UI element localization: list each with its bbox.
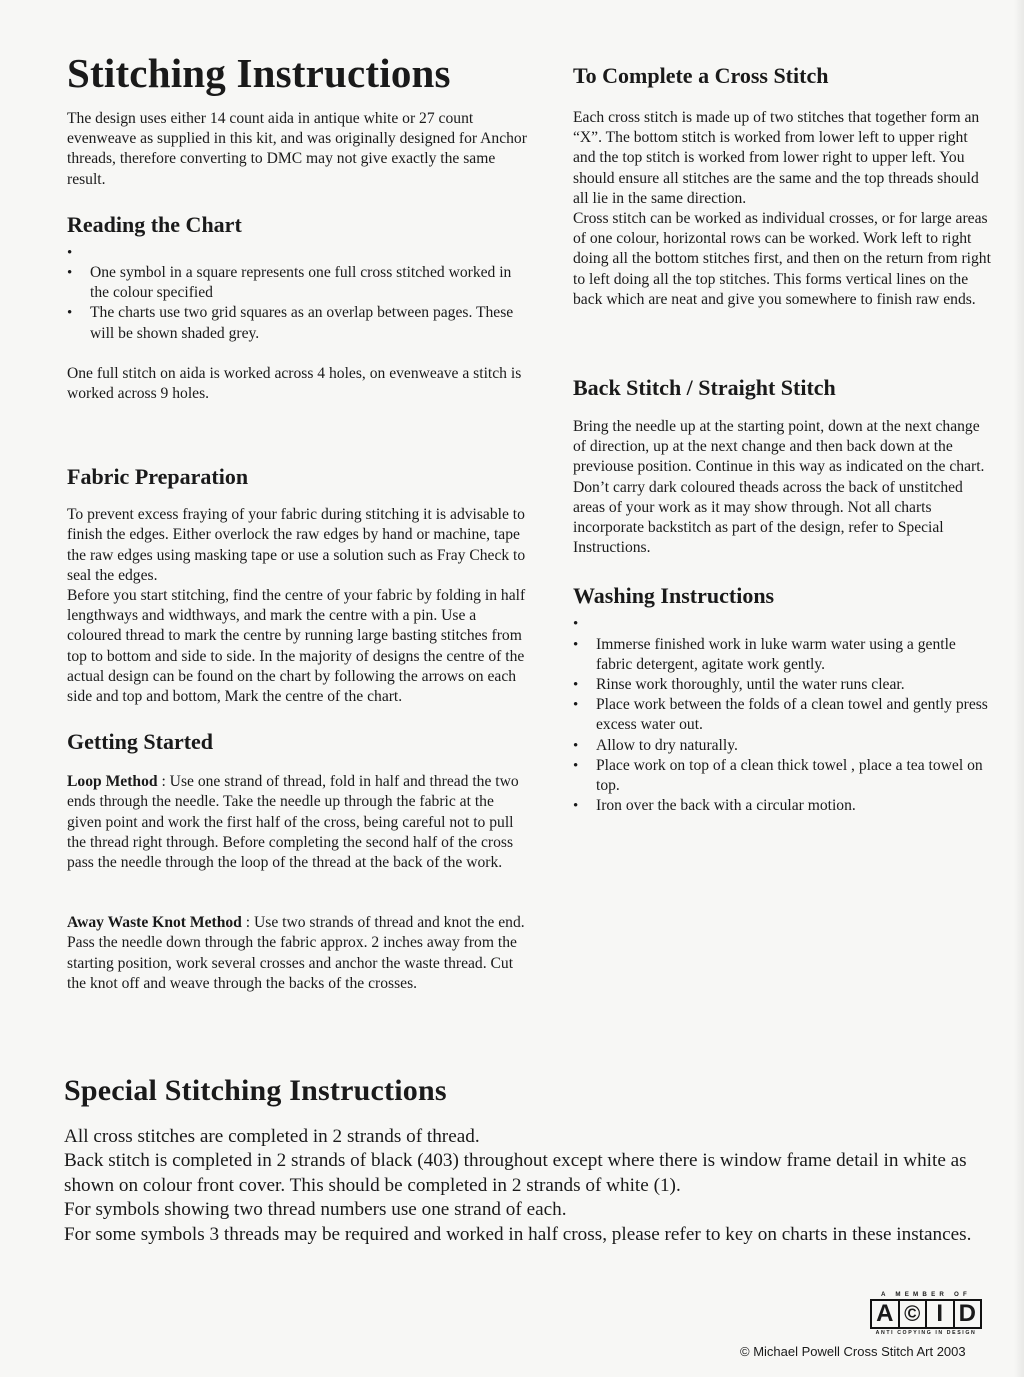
loop-method-paragraph [67,772,532,873]
special-line: For some symbols 3 threads may be required and worked in half cross, please refer to key on charts in these instances. [64,1223,972,1245]
loop-method-text: : Use one strand of thread, fold in half and thread the two ends through the needle. Take the needle up through the fabric at the given point and work the first half of the cross, being careful not to pull the thread right through. Before completing the second half of the cross pass the needle through the loop of the thread at the back of the work. [67,773,519,872]
logo-letter-box [870,1299,982,1329]
list-item: • The charts use two grid squares as an overlap between pages. These will be shown shaded grey. [90,303,532,343]
fabric-paragraph-1: To prevent excess fraying of your fabric during stitching it is advisable to finish the edges. Either overlock the raw edges by hand or machine, tape the raw edges using masking tape or use a solution such as Fray Check to seal the edges. [67,506,526,584]
away-waste-knot-text: : Use two strands of thread and knot the end. Pass the needle down through the fabric approx. 2 inches away from the starting position, work several crosses and anchor the waste thread. Cut the knot off and weave through the backs of the crosses. [67,914,525,992]
list-item [90,243,532,263]
logo-letter: D [958,1300,976,1327]
left-column [67,48,532,994]
washing-instructions-heading: Washing Instructions [573,583,775,609]
logo-letter: A [872,1301,900,1327]
back-stitch-paragraph: Bring the needle up at the starting point, down at the next change of direction, up at the next change and then back down at the previouse position. Continue in this way as indicated on the chart. Don’t carry dark coloured theads across the back of unstitched areas of your work as it may show through. Not all charts incorporate backstitch as part of the design, refer to Special Instructions. [573,418,985,557]
loop-method-label: Loop Method [67,773,158,791]
intro-paragraph: The design uses either 14 count aida in antique white or 27 count evenweave as supplied in this kit, and was originally designed for Anchor threads, therefore converting to DMC may not give exactly the same result. [67,110,527,188]
away-waste-knot-label: Away Waste Knot Method [67,914,242,932]
page-title: Stitching Instructions [67,50,451,96]
special-instructions-title: Special Stitching Instructions [64,1074,447,1107]
logo-letter: © [900,1301,928,1327]
special-line: For symbols showing two thread numbers use one strand of each. [64,1199,567,1221]
copyright-notice: © Michael Powell Cross Stitch Art 2003 [740,1344,966,1359]
logo-letter: I [927,1301,955,1327]
stitch-holes-note: One full stitch on aida is worked across 4 holes, on evenweave a stitch is worked across 9 holes. [67,364,522,403]
list-item [596,614,993,634]
list-item: • Iron over the back with a circular motion. [596,796,993,816]
logo-member-text: A MEMBER OF [881,1291,971,1298]
cross-stitch-paragraph-2: Cross stitch can be worked as individual crosses, or for large areas of one colour, horizontal rows can be worked. Work left to right doing all the bottom stitches first, and then on the return from right to left doing all the top stitches. This forms vertical lines on the back which are neat and give you somewhere to finish raw ends. [573,210,991,308]
list-item: • Allow to dry naturally. [596,736,993,756]
fabric-preparation-heading: Fabric Preparation [67,464,249,490]
right-column [573,62,993,816]
getting-started-heading: Getting Started [67,729,214,755]
page-edge-shadow [1014,0,1024,1377]
logo-tagline: ANTI COPYING IN DESIGN [875,1330,977,1336]
special-line: All cross stitches are completed in 2 strands of thread. [64,1126,480,1147]
washing-instructions-list [573,614,993,816]
cross-stitch-paragraph-1: Each cross stitch is made up of two stitches that together form an “X”. The bottom stitch is worked from lower left to upper right and the top stitch is worked from lower right to upper left. You should ensure all stitches are the same and the top threads should all lie in the same direction. [573,109,980,207]
reading-chart-heading: Reading the Chart [67,211,242,237]
special-line: Back stitch is completed in 2 strands of black (403) throughout except where there is window frame detail in white as shown on colour front cover. This should be completed in 2 strands of white (1). [64,1150,967,1196]
cross-stitch-heading: To Complete a Cross Stitch [573,63,829,88]
list-item: • Place work between the folds of a clean towel and gently press excess water out. [596,695,993,735]
reading-chart-list [67,243,532,344]
list-item: • One symbol in a square represents one full cross stitched worked in the colour specified [90,263,532,303]
fabric-paragraph-2: Before you start stitching, find the centre of your fabric by folding in half lengthways and widthways, and mark the centre with a pin. Use a coloured thread to mark the centre by running large basting stitches from top to bottom and side to side. In the majority of designs the centre of the actual design can be found on the chart by following the arrows on each side and top and bottom, Mark the centre of the chart. [67,587,526,706]
back-stitch-heading: Back Stitch / Straight Stitch [573,375,836,401]
acid-logo [870,1290,982,1338]
list-item: • Place work on top of a clean thick towel , place a tea towel on top. [596,756,993,796]
away-waste-knot-paragraph [67,913,532,994]
list-item: • Rinse work thoroughly, until the water runs clear. [596,675,993,695]
special-instructions-section [64,1072,999,1247]
list-item: • Immerse finished work in luke warm water using a gentle fabric detergent, agitate work gently. [596,635,993,675]
